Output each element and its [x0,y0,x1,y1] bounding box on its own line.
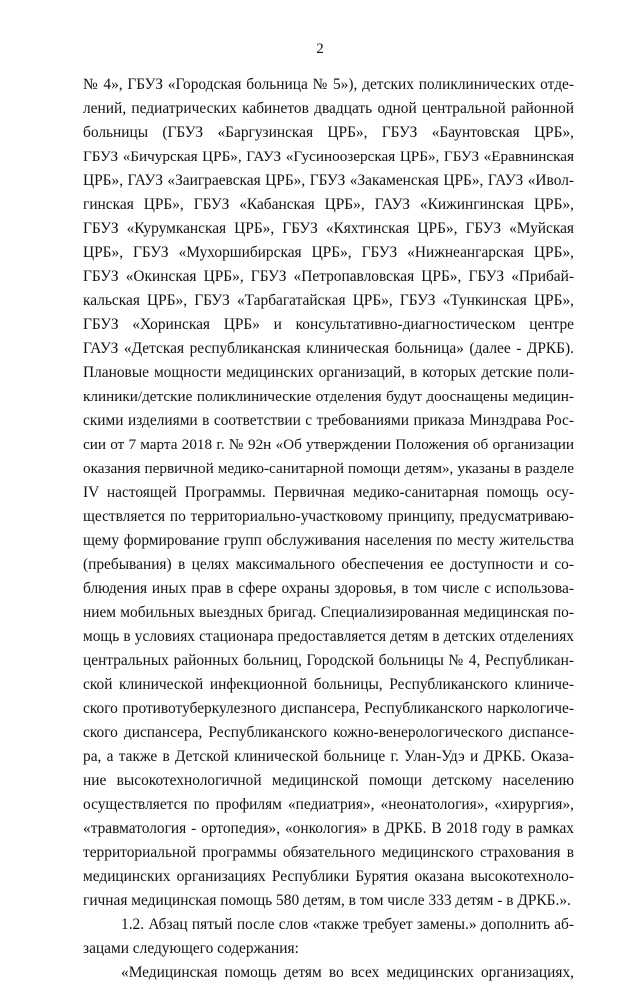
text-line: «травматология - ортопедия», «онкология» в ДРКБ. В 2018 году в рамках [83,820,574,837]
text-line: «Медицинская помощь детям во всех медицинских организациях, [121,964,574,981]
text-line: центральных районных больниц, Городской больницы № 4, Республикан- [83,652,574,669]
text-line: ского противотуберкулезного диспансера, Республиканского наркологиче- [83,700,574,717]
text-line: ние высокотехнологичной медицинской помощи детскому населению [83,772,574,789]
text-line: оказания первичной медико-санитарной помощи детям», указаны в разделе [83,460,574,477]
text-line: ГАУЗ «Детская республиканская клиническая больница» (далее - ДРКБ). [83,340,574,357]
text-line: территориальной программы обязательного медицинского страхования в [83,844,574,861]
text-line: нием мобильных выездных бригад. Специализированная медицинская по- [83,604,574,621]
text-line: ГБУЗ «Бичурская ЦРБ», ГАУЗ «Гусиноозерская ЦРБ», ГБУЗ «Еравнинская [83,148,574,165]
text-line: больницы (ГБУЗ «Баргузинская ЦРБ», ГБУЗ «Баунтовская ЦРБ», [83,124,574,141]
text-line: (пребывания) в целях максимального обеспечения ее доступности и со- [83,556,574,573]
text-line: скими изделиями в соответствии с требованиями приказа Минздрава Рос- [83,412,574,429]
text-line: IV настоящей Программы. Первичная медико-санитарная помощь осу- [83,484,574,501]
text-line: сии от 7 марта 2018 г. № 92н «Об утверждении Положения об организации [83,436,574,453]
text-line: ского диспансера, Республиканского кожно-венерологического диспансе- [83,724,574,741]
text-line: кальская ЦРБ», ГБУЗ «Тарбагатайская ЦРБ», ГБУЗ «Тункинская ЦРБ», [83,292,574,309]
text-line: № 4», ГБУЗ «Городская больница № 5»), детских поликлинических отде- [83,76,574,93]
text-line: 1.2. Абзац пятый после слов «также требует замены.» дополнить аб- [121,916,574,933]
text-line: мощь в условиях стационара предоставляется детям в детских отделениях [83,628,574,645]
text-line: ЦРБ», ГБУЗ «Мухоршибирская ЦРБ», ГБУЗ «Нижнеангарская ЦРБ», [83,244,574,261]
text-line: ГБУЗ «Курумканская ЦРБ», ГБУЗ «Кяхтинская ЦРБ», ГБУЗ «Муйская [83,220,574,237]
text-line: лений, педиатрических кабинетов двадцать одной центральной районной [83,100,574,117]
text-line: зацами следующего содержания: [83,940,299,957]
text-line: гичная медицинская помощь 580 детям, в том числе 333 детям - в ДРКБ.». [83,892,571,909]
text-line: блюдения иных прав в сфере охраны здоровья, в том числе с использова- [83,580,574,597]
text-line: ществляется по территориально-участковому принципу, предусматриваю- [83,508,574,525]
text-line: ГБУЗ «Хоринская ЦРБ» и консультативно-диагностическом центре [83,316,574,333]
text-line: ской клинической инфекционной больницы, Республиканского клиниче- [83,676,574,693]
text-line: медицинских организациях Республики Бурятия оказана высокотехноло- [83,868,574,885]
text-line: Плановые мощности медицинских организаций, в которых детские поли- [83,364,574,381]
text-line: ГБУЗ «Окинская ЦРБ», ГБУЗ «Петропавловская ЦРБ», ГБУЗ «Прибай- [83,268,574,285]
page-number: 2 [316,41,324,57]
text-line: щему формирование групп обслуживания населения по месту жительства [83,532,574,549]
text-line: ЦРБ», ГАУЗ «Заиграевская ЦРБ», ГБУЗ «Закаменская ЦРБ», ГАУЗ «Ивол- [83,172,574,189]
text-line: осуществляется по профилям «педиатрия», «неонатология», «хирургия», [83,796,574,813]
document-body [83,73,574,985]
text-line: гинская ЦРБ», ГБУЗ «Кабанская ЦРБ», ГАУЗ «Кижингинская ЦРБ», [83,196,574,213]
text-line: клиники/детские поликлинические отделения будут дооснащены медицин- [83,388,574,405]
text-line: ра, а также в Детской клинической больнице г. Улан-Удэ и ДРКБ. Оказа- [83,748,574,765]
